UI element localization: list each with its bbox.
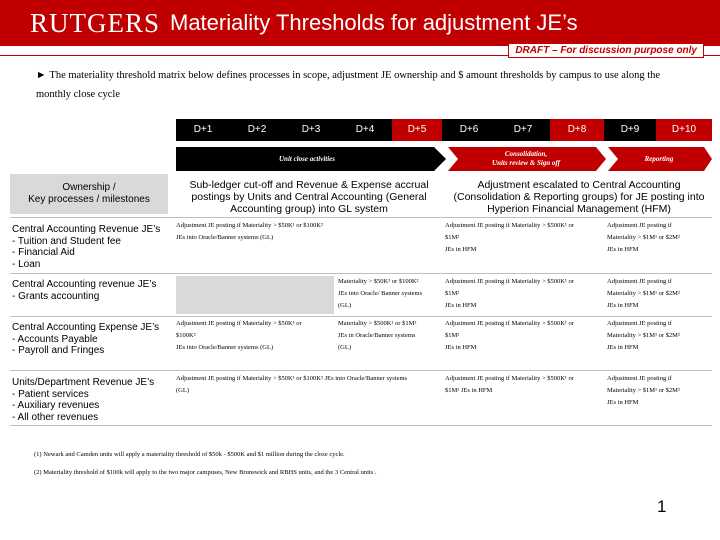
row-label-unit-revenue: Units/Department Revenue JE’s - Patient services - Auxiliary revenues - All other revenues <box>12 377 155 423</box>
not-applicable-gray-block <box>176 276 334 314</box>
phase-consolidation <box>456 147 596 171</box>
rutgers-logo: RUTGERS <box>30 8 161 38</box>
ownership-column-header <box>10 174 168 214</box>
unit-close-cell: Adjustment JE posting if Materiality > $50K¹ or $100K² JEs into Oracle/Banner systems (GL) <box>176 375 408 394</box>
day-header-d1: D+1 <box>176 119 230 141</box>
consolidation-cell: Adjustment JE posting if Materiality > $500K¹ or $1M² JEs in HFM <box>445 375 574 394</box>
subledger-column-header: Sub-ledger cut-off and Revenue & Expense accrual postings by Units and Central Accounting (General Accounting group) into GL system <box>189 179 429 215</box>
reporting-cell: Adjustment JE posting if Materiality > $1M¹ or $2M² JEs in HFM <box>607 375 680 406</box>
day-header-d3: D+3 <box>284 119 338 141</box>
footnote-2: (2) Materiality threshold of $100k will apply to the two major campuses, New Brunswick and RBHS units, and the 3 Central units . <box>34 469 377 476</box>
phase-consolidation-line1: Consolidation, <box>504 150 548 158</box>
reporting-cell: Adjustment JE posting if Materiality > $1M¹ or $2M² JEs in HFM <box>607 222 680 253</box>
day-header-d7: D+7 <box>496 119 550 141</box>
day-header-d2: D+2 <box>230 119 284 141</box>
phase-consolidation-line2: Units review & Sign off <box>492 159 560 167</box>
draft-label: DRAFT – For discussion purpose only <box>508 43 704 58</box>
row-label-central-expense: Central Accounting Expense JE’s - Accounts Payable - Payroll and Fringes <box>12 322 160 356</box>
phase-reporting-label: Reporting <box>644 154 674 163</box>
consolidation-cell: Adjustment JE posting if Materiality > $500K¹ or $1M² JEs in HFM <box>445 320 574 351</box>
ownership-header-line1: Ownership / <box>62 182 116 193</box>
phase-unit-close-label: Unit close activities <box>279 154 335 163</box>
day-header-d4: D+4 <box>338 119 392 141</box>
day-header-d8: D+8 <box>550 119 604 141</box>
row-divider <box>10 273 712 274</box>
day-header-d5: D+5 <box>392 119 442 141</box>
phase-reporting <box>614 147 704 171</box>
page-number: 1 <box>657 497 667 516</box>
unit-close-cell: Materiality > $500K¹ or $1M² JEs in Oracle/Banner systems (GL) <box>338 320 417 351</box>
footnote-1: (1) Newark and Camden units will apply a materiality threshold of $50k - $500K and $1 million during the close cycle. <box>34 451 345 458</box>
row-divider <box>10 217 712 218</box>
row-divider <box>10 425 712 426</box>
consolidation-cell: Adjustment JE posting if Materiality > $500K¹ or $1M² JEs in HFM <box>445 222 574 253</box>
reporting-cell: Adjustment JE posting if Materiality > $1M¹ or $2M² JEs in HFM <box>607 320 680 351</box>
intro-text: The materiality threshold matrix below defines processes in scope, adjustment JE ownership and $ amount thresholds by campus to use along the monthly close cycle <box>36 70 661 100</box>
slide-title: Materiality Thresholds for adjustment JE’s <box>170 10 578 35</box>
day-header-d10: D+10 <box>656 119 712 141</box>
row-divider <box>10 370 712 371</box>
row-label-grants-revenue: Central Accounting revenue JE’s - Grants accounting <box>12 279 157 302</box>
consolidation-cell: Adjustment JE posting if Materiality > $500K¹ or $1M² JEs in HFM <box>445 278 574 309</box>
escalation-column-header: Adjustment escalated to Central Accounting (Consolidation & Reporting groups) for JE posting into Hyperion Financial Management (HFM) <box>453 179 705 215</box>
day-header-d6: D+6 <box>442 119 496 141</box>
unit-close-cell: Adjustment JE posting if Materiality > $50K¹ or $100K² JEs into Oracle/Banner systems (GL) <box>176 320 302 351</box>
unit-close-cell: Adjustment JE posting if Materiality > $50K¹ or $100K² JEs into Oracle/Banner systems (GL) <box>176 222 323 241</box>
row-label-central-revenue: Central Accounting Revenue JE’s - Tuition and Student fee - Financial Aid - Loan <box>12 224 161 270</box>
row-divider <box>10 316 712 317</box>
day-header-d9: D+9 <box>604 119 656 141</box>
unit-close-cell: Materiality > $50K¹ or $100K² JEs into Oracle/ Banner systems (GL) <box>338 278 423 309</box>
phase-unit-close <box>176 147 438 171</box>
ownership-header-line2: Key processes / milestones <box>28 194 150 205</box>
bullet-icon: ► <box>36 70 47 81</box>
intro-paragraph <box>36 66 686 104</box>
reporting-cell: Adjustment JE posting if Materiality > $1M¹ or $2M² JEs in HFM <box>607 278 680 309</box>
